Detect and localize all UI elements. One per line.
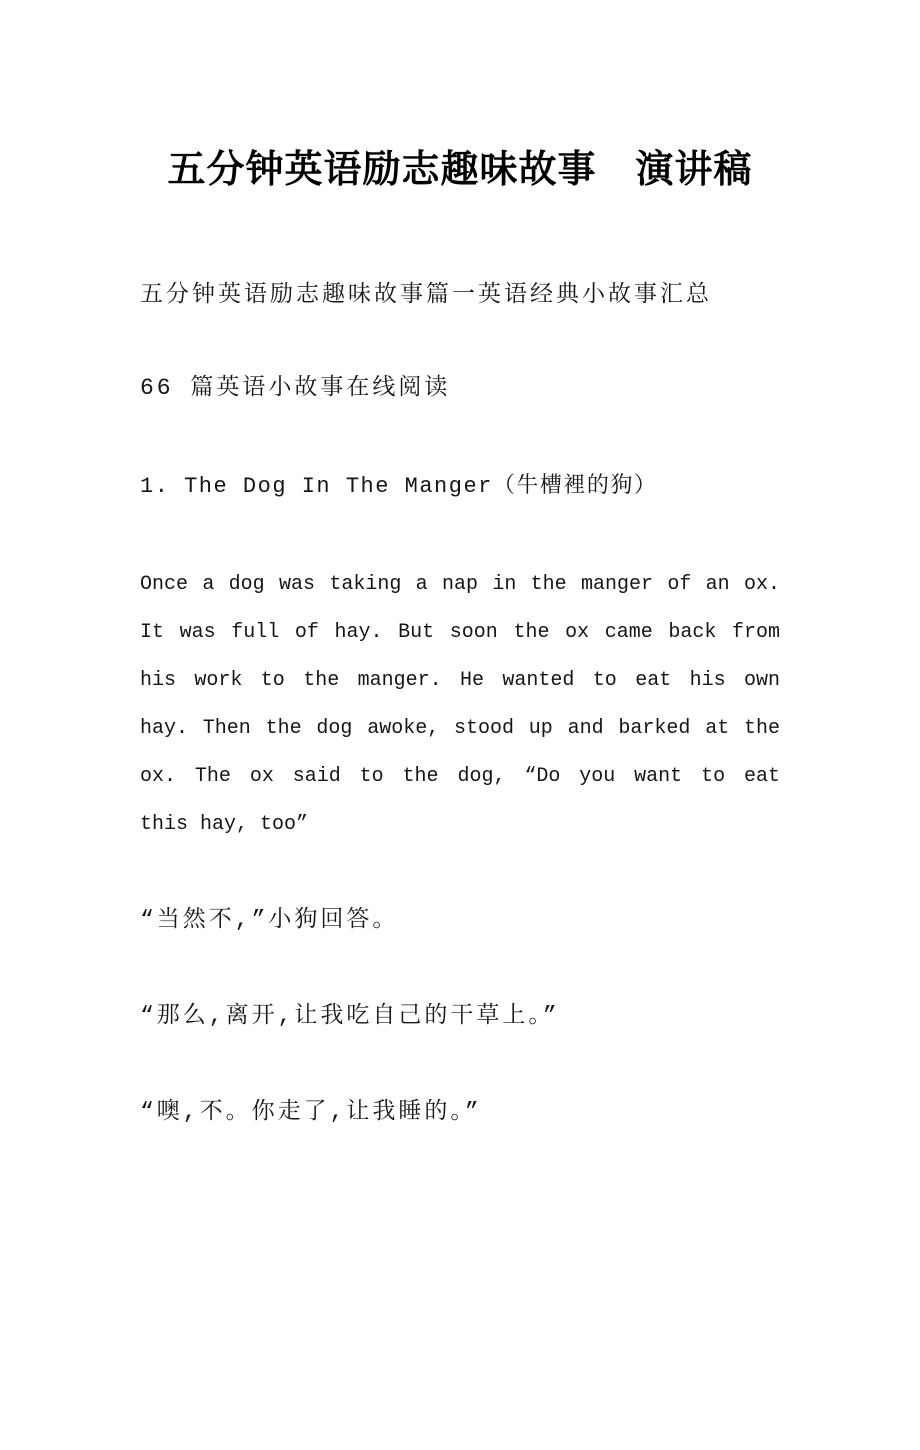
intro-paragraph: 五分钟英语励志趣味故事篇一英语经典小故事汇总 <box>140 282 712 308</box>
dialogue-line: “噢,不。你走了,让我睡的。” <box>140 1099 482 1125</box>
story-paragraph <box>140 561 780 849</box>
story-line: this hay, too” <box>140 813 309 836</box>
story-line: Once a dog was taking a nap in the manger of an ox. <box>140 573 780 596</box>
dialogue-line: “那么,离开,让我吃自己的干草上。” <box>140 1003 560 1029</box>
story-line: It was full of hay. But soon the ox came back from <box>140 621 780 644</box>
dialogue-line: “当然不,”小狗回答。 <box>140 907 399 933</box>
story-line: ox. The ox said to the dog, “Do you want to eat <box>140 765 780 788</box>
document-title: 五分钟英语励志趣味故事 演讲稿 <box>167 149 753 191</box>
story-line: his work to the manger. He wanted to eat his own <box>140 669 780 692</box>
subtitle-paragraph: 66 篇英语小故事在线阅读 <box>140 375 451 401</box>
story-heading: 1. The Dog In The Manger（牛槽裡的狗） <box>140 474 658 499</box>
story-line: hay. Then the dog awoke, stood up and barked at the <box>140 717 780 740</box>
document-page <box>0 148 920 1136</box>
